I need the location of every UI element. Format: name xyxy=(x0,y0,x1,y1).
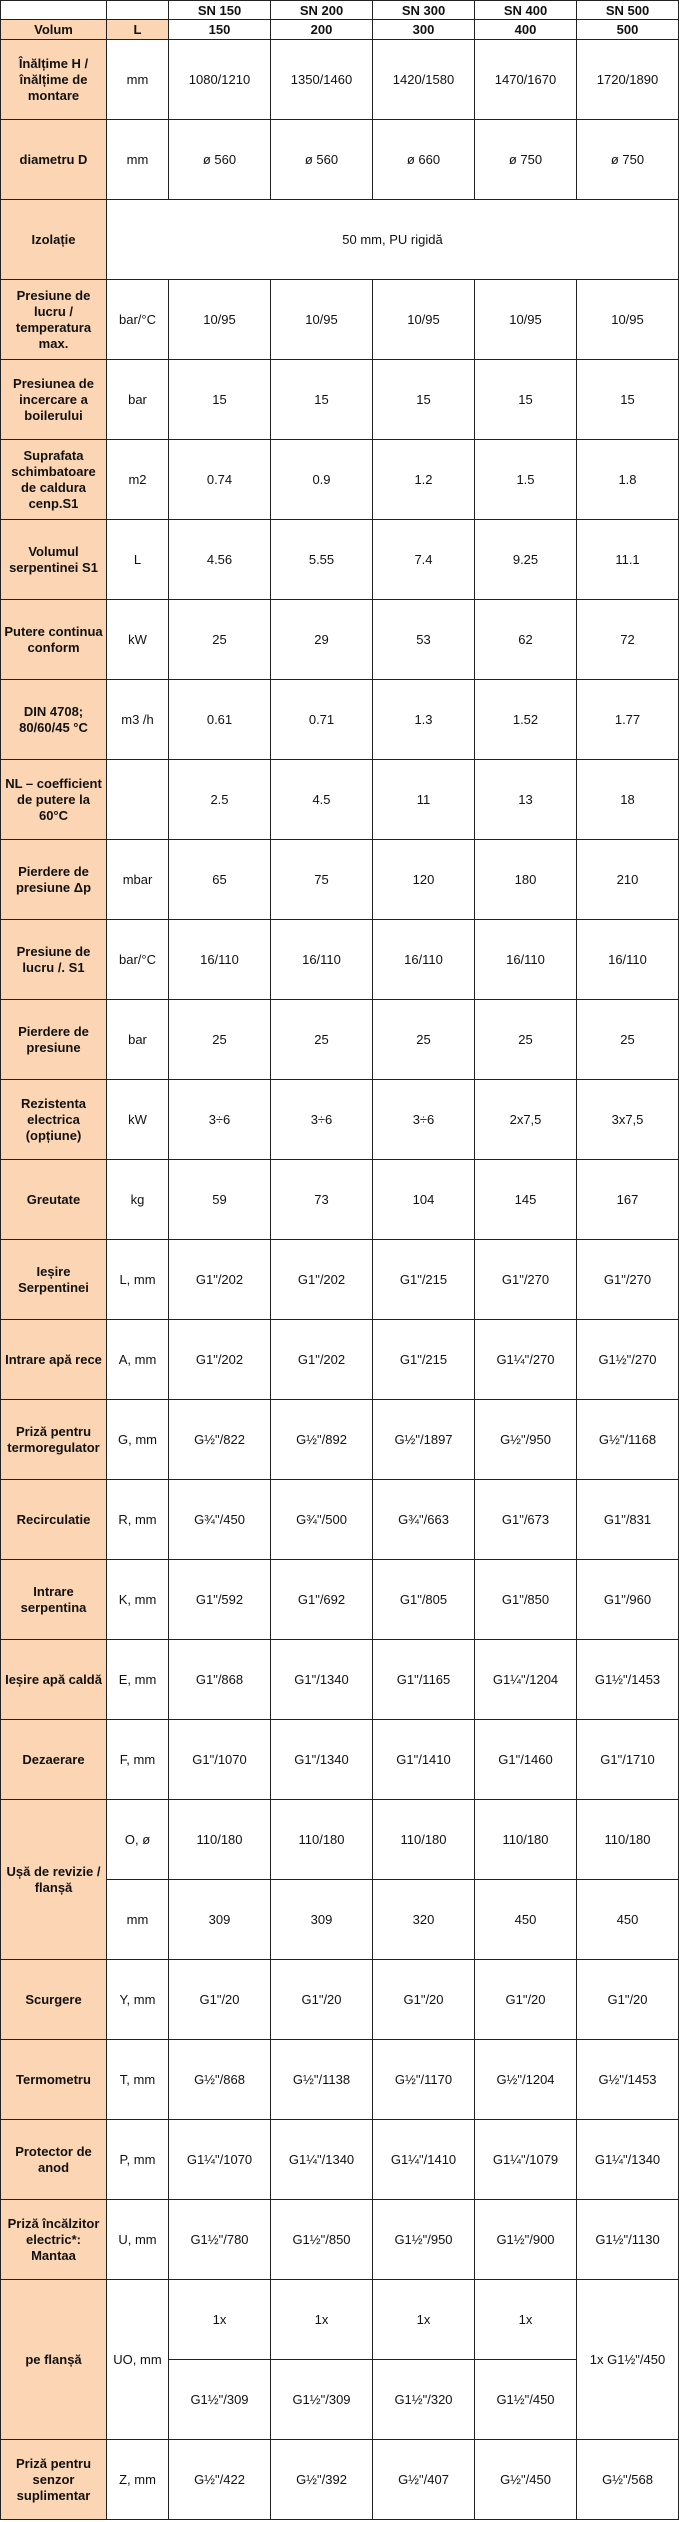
unit-cell: mbar xyxy=(107,840,169,920)
param-label: Priză pentru senzor suplimentar xyxy=(1,2440,107,2520)
value-cell: G½"/1170 xyxy=(373,2040,475,2120)
table-row xyxy=(1,840,679,920)
value-cell: 0.74 xyxy=(169,440,271,520)
value-cell: 3÷6 xyxy=(373,1080,475,1160)
table-row xyxy=(1,760,679,840)
volume-value: 200 xyxy=(271,20,373,40)
value-cell: G1½"/1453 xyxy=(577,1640,679,1720)
value-cell: G1½"/309 xyxy=(169,2360,271,2440)
value-cell: G1½"/320 xyxy=(373,2360,475,2440)
param-label: Presiune de lucru / temperatura max. xyxy=(1,280,107,360)
value-cell: 1.77 xyxy=(577,680,679,760)
volume-value: 300 xyxy=(373,20,475,40)
header-row-volume xyxy=(1,20,679,40)
value-cell: 120 xyxy=(373,840,475,920)
value-cell: G½"/868 xyxy=(169,2040,271,2120)
value-cell: 2x7,5 xyxy=(475,1080,577,1160)
param-label: Priză pentru termoregulator xyxy=(1,1400,107,1480)
unit-cell: A, mm xyxy=(107,1320,169,1400)
value-cell: 0.61 xyxy=(169,680,271,760)
unit-cell: L xyxy=(107,520,169,600)
value-cell: 3x7,5 xyxy=(577,1080,679,1160)
param-label: Înălțime H /înălțime de montare xyxy=(1,40,107,120)
value-cell: G1"/868 xyxy=(169,1640,271,1720)
value-cell: G1"/20 xyxy=(169,1960,271,2040)
value-cell: 10/95 xyxy=(271,280,373,360)
value-cell: G1"/1410 xyxy=(373,1720,475,1800)
table-row xyxy=(1,2440,679,2520)
table-row xyxy=(1,920,679,1000)
value-cell: 0.71 xyxy=(271,680,373,760)
param-label: Suprafata schimbatoare de caldura cenp.S1 xyxy=(1,440,107,520)
value-cell: 15 xyxy=(169,360,271,440)
unit-cell: UO, mm xyxy=(107,2280,169,2440)
param-label: Ușă de revizie / flanșă xyxy=(1,1800,107,1960)
value-cell: 167 xyxy=(577,1160,679,1240)
unit-cell: F, mm xyxy=(107,1720,169,1800)
value-cell: G½"/422 xyxy=(169,2440,271,2520)
value-cell: 1720/1890 xyxy=(577,40,679,120)
value-cell: 1x xyxy=(373,2280,475,2360)
value-cell: 104 xyxy=(373,1160,475,1240)
value-cell: 25 xyxy=(169,600,271,680)
value-cell: G¾"/663 xyxy=(373,1480,475,1560)
unit-cell: m2 xyxy=(107,440,169,520)
value-cell: G1½"/309 xyxy=(271,2360,373,2440)
param-label: Termometru xyxy=(1,2040,107,2120)
value-cell: 309 xyxy=(169,1880,271,1960)
value-cell: 0.9 xyxy=(271,440,373,520)
value-cell: 72 xyxy=(577,600,679,680)
param-label: Intrare apă rece xyxy=(1,1320,107,1400)
table-row xyxy=(1,680,679,760)
value-cell: G1¼"/270 xyxy=(475,1320,577,1400)
value-cell: 1x xyxy=(475,2280,577,2360)
param-label: NL – coefficient de putere la 60°C xyxy=(1,760,107,840)
value-cell: 16/110 xyxy=(373,920,475,1000)
value-cell: 110/180 xyxy=(373,1800,475,1880)
model-header: SN 150 xyxy=(169,1,271,20)
table-row xyxy=(1,1720,679,1800)
value-cell: 4.5 xyxy=(271,760,373,840)
value-cell: ø 750 xyxy=(475,120,577,200)
value-cell: 2.5 xyxy=(169,760,271,840)
unit-cell: bar/°C xyxy=(107,920,169,1000)
param-label: Ieșire apă caldă xyxy=(1,1640,107,1720)
value-cell: G1½"/850 xyxy=(271,2200,373,2280)
param-label: Greutate xyxy=(1,1160,107,1240)
value-cell: G½"/950 xyxy=(475,1400,577,1480)
param-label: Putere continua conform xyxy=(1,600,107,680)
table-row xyxy=(1,1000,679,1080)
value-cell: G1"/960 xyxy=(577,1560,679,1640)
value-cell: G1"/202 xyxy=(271,1320,373,1400)
value-cell: 1420/1580 xyxy=(373,40,475,120)
unit-cell: E, mm xyxy=(107,1640,169,1720)
unit-cell xyxy=(107,760,169,840)
value-cell: 1470/1670 xyxy=(475,40,577,120)
table-row xyxy=(1,120,679,200)
value-cell: G1½"/450 xyxy=(475,2360,577,2440)
table-row xyxy=(1,1320,679,1400)
value-cell: 16/110 xyxy=(577,920,679,1000)
value-cell: 320 xyxy=(373,1880,475,1960)
value-cell: 53 xyxy=(373,600,475,680)
table-row xyxy=(1,520,679,600)
value-cell: G½"/822 xyxy=(169,1400,271,1480)
value-cell: G½"/1204 xyxy=(475,2040,577,2120)
value-cell: 16/110 xyxy=(271,920,373,1000)
table-row xyxy=(1,200,679,280)
unit-cell: U, mm xyxy=(107,2200,169,2280)
value-cell: 11 xyxy=(373,760,475,840)
table-row xyxy=(1,360,679,440)
value-cell: G1"/1165 xyxy=(373,1640,475,1720)
unit-cell: R, mm xyxy=(107,1480,169,1560)
merged-value-cell: 50 mm, PU rigidă xyxy=(107,200,679,280)
unit-cell: bar xyxy=(107,1000,169,1080)
value-cell: ø 660 xyxy=(373,120,475,200)
value-cell: G1½"/1130 xyxy=(577,2200,679,2280)
value-cell: 1x xyxy=(169,2280,271,2360)
table-row xyxy=(1,2040,679,2120)
unit-cell: kg xyxy=(107,1160,169,1240)
volume-value: 500 xyxy=(577,20,679,40)
value-cell: 25 xyxy=(373,1000,475,1080)
value-cell: G1"/692 xyxy=(271,1560,373,1640)
value-cell: 25 xyxy=(475,1000,577,1080)
value-cell: 15 xyxy=(373,360,475,440)
value-cell: G½"/1897 xyxy=(373,1400,475,1480)
value-cell: 450 xyxy=(577,1880,679,1960)
unit-cell: kW xyxy=(107,600,169,680)
param-label: Pierdere de presiune xyxy=(1,1000,107,1080)
value-cell: G1½"/900 xyxy=(475,2200,577,2280)
table-row xyxy=(1,1160,679,1240)
unit-cell: bar xyxy=(107,360,169,440)
value-cell: G1½"/780 xyxy=(169,2200,271,2280)
volume-label: Volum xyxy=(1,20,107,40)
header-blank xyxy=(107,1,169,20)
value-cell: 10/95 xyxy=(577,280,679,360)
value-cell: 16/110 xyxy=(475,920,577,1000)
table-row xyxy=(1,2200,679,2280)
param-label: Presiune de lucru /. S1 xyxy=(1,920,107,1000)
table-row xyxy=(1,600,679,680)
value-cell: G1"/1460 xyxy=(475,1720,577,1800)
value-cell: G½"/1453 xyxy=(577,2040,679,2120)
value-cell: 1.8 xyxy=(577,440,679,520)
value-cell: 16/110 xyxy=(169,920,271,1000)
value-cell: 180 xyxy=(475,840,577,920)
value-cell: G1"/20 xyxy=(271,1960,373,2040)
value-cell: G½"/407 xyxy=(373,2440,475,2520)
value-cell: G1¼"/1410 xyxy=(373,2120,475,2200)
value-cell: G1½"/270 xyxy=(577,1320,679,1400)
value-cell: 309 xyxy=(271,1880,373,1960)
value-cell: G1"/215 xyxy=(373,1320,475,1400)
value-cell: G1¼"/1079 xyxy=(475,2120,577,2200)
value-cell: G1"/270 xyxy=(577,1240,679,1320)
value-cell: 210 xyxy=(577,840,679,920)
value-cell: 29 xyxy=(271,600,373,680)
value-cell: 110/180 xyxy=(271,1800,373,1880)
header-row-models xyxy=(1,1,679,20)
value-cell: G1"/215 xyxy=(373,1240,475,1320)
table-row xyxy=(1,1560,679,1640)
value-cell: G1"/202 xyxy=(169,1240,271,1320)
value-cell: 59 xyxy=(169,1160,271,1240)
table-row xyxy=(1,280,679,360)
value-cell: 4.56 xyxy=(169,520,271,600)
table-row xyxy=(1,40,679,120)
value-cell: G1"/20 xyxy=(577,1960,679,2040)
value-cell: 75 xyxy=(271,840,373,920)
value-cell: 25 xyxy=(169,1000,271,1080)
param-label: Protector de anod xyxy=(1,2120,107,2200)
value-cell: 110/180 xyxy=(475,1800,577,1880)
unit-cell: G, mm xyxy=(107,1400,169,1480)
table-row xyxy=(1,1240,679,1320)
value-cell: 110/180 xyxy=(169,1800,271,1880)
table-row xyxy=(1,2120,679,2200)
unit-cell: kW xyxy=(107,1080,169,1160)
value-cell: 15 xyxy=(577,360,679,440)
value-cell: 7.4 xyxy=(373,520,475,600)
value-cell: G1½"/950 xyxy=(373,2200,475,2280)
unit-cell: K, mm xyxy=(107,1560,169,1640)
value-cell: G1"/592 xyxy=(169,1560,271,1640)
value-cell: 3÷6 xyxy=(271,1080,373,1160)
value-cell: 10/95 xyxy=(169,280,271,360)
value-cell: G1"/1070 xyxy=(169,1720,271,1800)
value-cell: G1¼"/1340 xyxy=(577,2120,679,2200)
value-cell: G¾"/450 xyxy=(169,1480,271,1560)
param-label: DIN 4708; 80/60/45 °C xyxy=(1,680,107,760)
value-cell: 9.25 xyxy=(475,520,577,600)
value-cell: 65 xyxy=(169,840,271,920)
param-label: Ieșire Serpentinei xyxy=(1,1240,107,1320)
unit-cell: m3 /h xyxy=(107,680,169,760)
table-row xyxy=(1,2280,679,2360)
value-cell: 3÷6 xyxy=(169,1080,271,1160)
value-cell: 1.3 xyxy=(373,680,475,760)
model-header: SN 200 xyxy=(271,1,373,20)
value-cell: G½"/1138 xyxy=(271,2040,373,2120)
table-row xyxy=(1,1400,679,1480)
param-label: Izolație xyxy=(1,200,107,280)
value-cell: 145 xyxy=(475,1160,577,1240)
table-row xyxy=(1,1800,679,1880)
volume-value: 150 xyxy=(169,20,271,40)
value-cell: G1"/1340 xyxy=(271,1640,373,1720)
unit-cell: mm xyxy=(107,120,169,200)
value-cell: ø 750 xyxy=(577,120,679,200)
value-cell: 73 xyxy=(271,1160,373,1240)
value-cell: 1x xyxy=(271,2280,373,2360)
param-label: Presiunea de incercare a boilerului xyxy=(1,360,107,440)
value-cell: 5.55 xyxy=(271,520,373,600)
value-cell: 11.1 xyxy=(577,520,679,600)
value-cell: G1¼"/1340 xyxy=(271,2120,373,2200)
unit-cell: T, mm xyxy=(107,2040,169,2120)
table-row xyxy=(1,1080,679,1160)
param-label: Intrare serpentina xyxy=(1,1560,107,1640)
value-cell: G1"/202 xyxy=(169,1320,271,1400)
value-cell: 450 xyxy=(475,1880,577,1960)
unit-cell: Y, mm xyxy=(107,1960,169,2040)
unit-cell: L, mm xyxy=(107,1240,169,1320)
merged-value-cell: 1x G1½"/450 xyxy=(577,2280,679,2440)
value-cell: G1"/1710 xyxy=(577,1720,679,1800)
unit-cell: P, mm xyxy=(107,2120,169,2200)
value-cell: 13 xyxy=(475,760,577,840)
unit-cell: O, ø xyxy=(107,1800,169,1880)
unit-cell: bar/°C xyxy=(107,280,169,360)
value-cell: 1350/1460 xyxy=(271,40,373,120)
value-cell: 25 xyxy=(577,1000,679,1080)
param-label: pe flanșă xyxy=(1,2280,107,2440)
value-cell: G½"/392 xyxy=(271,2440,373,2520)
model-header: SN 500 xyxy=(577,1,679,20)
param-label: Scurgere xyxy=(1,1960,107,2040)
model-header: SN 400 xyxy=(475,1,577,20)
param-label: Volumul serpentinei S1 xyxy=(1,520,107,600)
value-cell: G1"/20 xyxy=(475,1960,577,2040)
value-cell: G1"/1340 xyxy=(271,1720,373,1800)
value-cell: G1"/270 xyxy=(475,1240,577,1320)
unit-cell: Z, mm xyxy=(107,2440,169,2520)
volume-value: 400 xyxy=(475,20,577,40)
value-cell: 1.5 xyxy=(475,440,577,520)
value-cell: 15 xyxy=(475,360,577,440)
value-cell: G1"/20 xyxy=(373,1960,475,2040)
value-cell: G1"/202 xyxy=(271,1240,373,1320)
value-cell: G1"/831 xyxy=(577,1480,679,1560)
value-cell: G1"/673 xyxy=(475,1480,577,1560)
value-cell: ø 560 xyxy=(169,120,271,200)
value-cell: G½"/450 xyxy=(475,2440,577,2520)
value-cell: G1¼"/1070 xyxy=(169,2120,271,2200)
value-cell: G1"/850 xyxy=(475,1560,577,1640)
value-cell: G½"/892 xyxy=(271,1400,373,1480)
table-row xyxy=(1,1480,679,1560)
param-label: Rezistenta electrica (opțiune) xyxy=(1,1080,107,1160)
value-cell: 1.2 xyxy=(373,440,475,520)
value-cell: 1080/1210 xyxy=(169,40,271,120)
value-cell: 15 xyxy=(271,360,373,440)
value-cell: 110/180 xyxy=(577,1800,679,1880)
table-row xyxy=(1,440,679,520)
table-row xyxy=(1,1960,679,2040)
value-cell: 10/95 xyxy=(373,280,475,360)
param-label: Priză încălzitor electric*: Mantaa xyxy=(1,2200,107,2280)
value-cell: G½"/568 xyxy=(577,2440,679,2520)
value-cell: 1.52 xyxy=(475,680,577,760)
header-blank xyxy=(1,1,107,20)
value-cell: G1¼"/1204 xyxy=(475,1640,577,1720)
value-cell: 62 xyxy=(475,600,577,680)
param-label: Dezaerare xyxy=(1,1720,107,1800)
volume-unit: L xyxy=(107,20,169,40)
value-cell: G1"/805 xyxy=(373,1560,475,1640)
value-cell: 25 xyxy=(271,1000,373,1080)
unit-cell: mm xyxy=(107,40,169,120)
value-cell: ø 560 xyxy=(271,120,373,200)
model-header: SN 300 xyxy=(373,1,475,20)
param-label: Pierdere de presiune Δp xyxy=(1,840,107,920)
value-cell: G¾"/500 xyxy=(271,1480,373,1560)
value-cell: G½"/1168 xyxy=(577,1400,679,1480)
table-row xyxy=(1,1640,679,1720)
param-label: Recirculatie xyxy=(1,1480,107,1560)
unit-cell: mm xyxy=(107,1880,169,1960)
param-label: diametru D xyxy=(1,120,107,200)
value-cell: 10/95 xyxy=(475,280,577,360)
value-cell: 18 xyxy=(577,760,679,840)
